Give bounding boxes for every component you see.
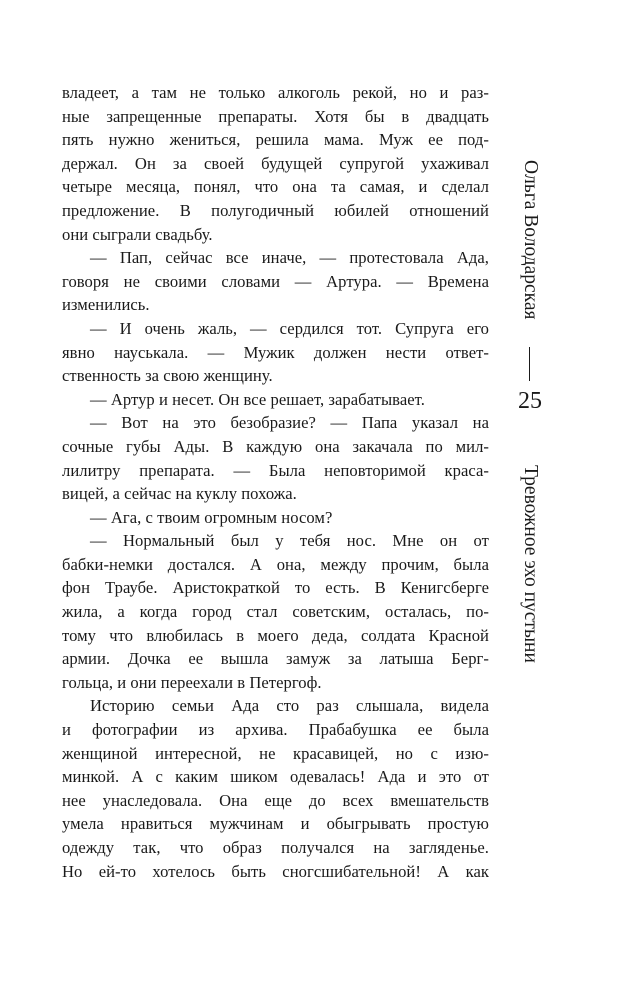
text-line: жила, а когда город стал советским, осталась, по- xyxy=(62,602,489,622)
header-divider xyxy=(529,347,530,381)
text-line: умела нравиться мужчинам и обыгрывать простую xyxy=(62,814,489,834)
text-line: бабки-немки достался. А она, между прочим, была xyxy=(62,554,489,574)
page-number: 25 xyxy=(518,388,542,414)
text-line: вицей, а сейчас на куклу похожа. xyxy=(62,484,297,504)
text-line: тому что влюбилась в моего деда, солдата Красной xyxy=(62,625,489,645)
text-line: нее унаследовала. Она еще до всех вмешательств xyxy=(62,790,489,810)
text-line: фон Траубе. Аристократкой то есть. В Кенигсберге xyxy=(62,578,489,598)
running-header xyxy=(510,140,550,700)
text-line: и фотографии из архива. Прабабушка ее была xyxy=(62,720,489,740)
text-line: минкой. А с каким шиком одевалась! Ада и это от xyxy=(62,767,489,787)
text-line: Но ей-то хотелось быть сногсшибательной! А как xyxy=(62,861,489,881)
text-line: армии. Дочка ее вышла замуж за латыша Берг- xyxy=(62,649,489,669)
text-line: лилитру препарата. — Была неповторимой краса- xyxy=(62,460,489,480)
text-line: — Артур и несет. Он все решает, зарабатывает. xyxy=(90,389,425,409)
text-line: четыре месяца, понял, что она та самая, и сделал xyxy=(62,177,489,197)
text-line: одежду так, что образ получался на загляденье. xyxy=(62,838,489,857)
text-line: пять нужно жениться, решила мама. Муж ее под- xyxy=(62,130,489,150)
text-line: сочные губы Ады. В каждую она закачала по мил- xyxy=(62,436,489,456)
body-text xyxy=(62,81,489,883)
text-line: они сыграли свадьбу. xyxy=(62,224,213,244)
text-line: ные запрещенные препараты. Хотя бы в двадцать xyxy=(62,106,489,126)
text-line: владеет, а там не только алкоголь рекой, но и раз- xyxy=(62,83,489,102)
book-title: Тревожное эхо пустыни xyxy=(520,465,541,663)
text-line: — Пап, сейчас все иначе, — протестовала Ада, xyxy=(90,248,489,268)
text-line: женщиной интересной, не красавицей, но с изю- xyxy=(62,743,489,763)
text-line: — Вот на это безобразие? — Папа указал на xyxy=(90,413,489,433)
text-line: говоря не своими словами — Артура. — Времена xyxy=(62,271,489,291)
text-line: явно науськала. — Мужик должен нести ответ- xyxy=(62,342,489,362)
text-line: гольца, и они переехали в Петергоф. xyxy=(62,672,322,692)
text-line: — И очень жаль, — сердился тот. Супруга его xyxy=(90,318,489,338)
author-name: Ольга Володарская xyxy=(520,160,541,320)
text-line: — Ага, с твоим огромным носом? xyxy=(90,507,333,527)
text-line: ственность за свою женщину. xyxy=(62,366,273,386)
text-line: держал. Он за своей будущей супругой ухаживал xyxy=(62,153,489,173)
text-line: предложение. В полугодичный юбилей отношений xyxy=(62,200,489,220)
text-line: — Нормальный был у тебя нос. Мне он от xyxy=(90,531,489,551)
text-line: Историю семьи Ада сто раз слышала, видела xyxy=(90,696,489,716)
text-line: изменились. xyxy=(62,295,150,315)
